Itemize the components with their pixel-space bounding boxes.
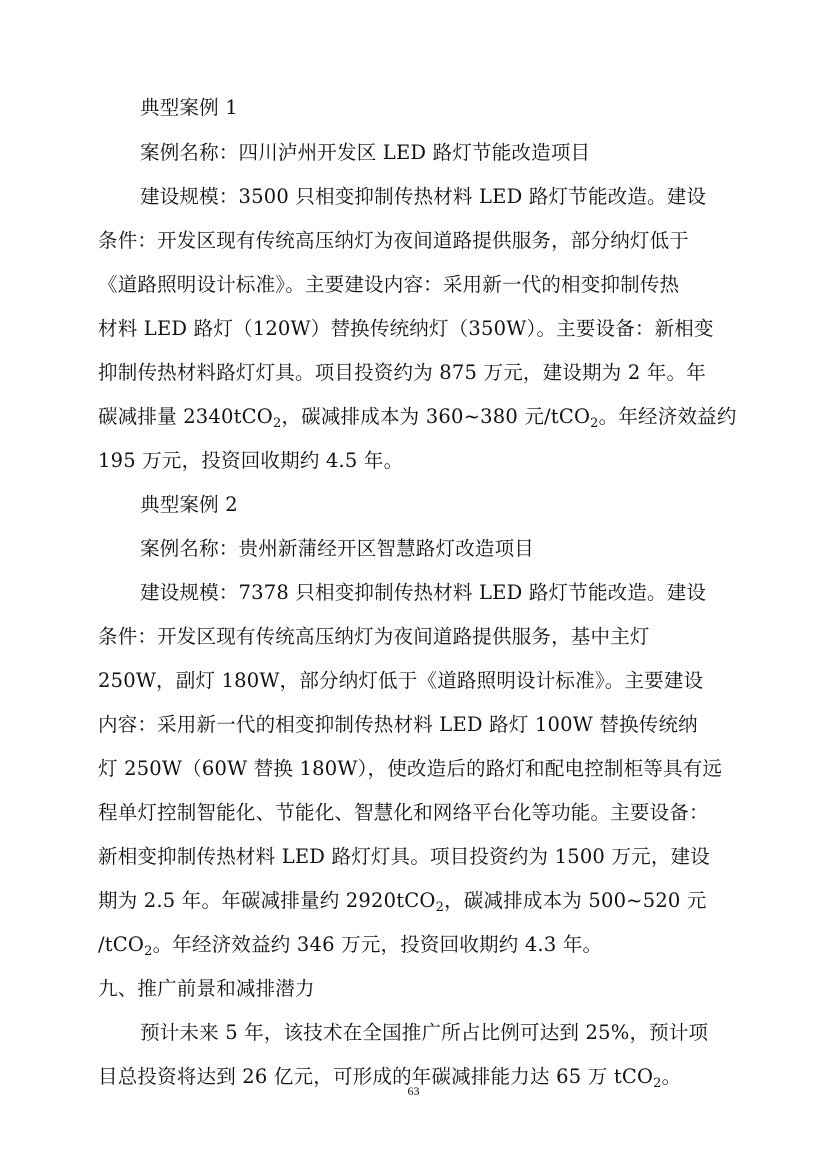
section-heading: 九、推广前景和减排潜力 xyxy=(98,977,315,1000)
case1-paragraph-line: 材料 LED 路灯（120W）替换传统纳灯（350W）。主要设备：新相变 xyxy=(98,317,714,340)
case2-paragraph-line: 灯 250W（60W 替换 180W），使改造后的路灯和配电控制柜等具有远 xyxy=(98,757,723,780)
case2-paragraph-line: 建设规模：7378 只相变抑制传热材料 LED 路灯节能改造。建设 xyxy=(140,581,707,604)
case2-name: 案例名称：贵州新蒲经开区智慧路灯改造项目 xyxy=(140,537,535,560)
case1-heading: 典型案例 1 xyxy=(140,96,238,119)
case2-paragraph-line: 250W，副灯 180W，部分纳灯低于《道路照明设计标准》。主要建设 xyxy=(98,669,704,692)
case1-paragraph-line: 195 万元，投资回收期约 4.5 年。 xyxy=(98,449,404,472)
case1-paragraph-line: 建设规模：3500 只相变抑制传热材料 LED 路灯节能改造。建设 xyxy=(140,185,707,208)
case2-paragraph-line: 期为 2.5 年。年碳减排量约 2920tCO$_2$，碳减排成本为 500~520 元 xyxy=(98,889,707,915)
case2-paragraph-line: 程单灯控制智能化、节能化、智慧化和网络平台化等功能。主要设备： xyxy=(98,801,709,824)
section9-paragraph-line: 预计未来 5 年，该技术在全国推广所占比例可达到 25%，预计项 xyxy=(140,1021,709,1044)
case2-heading: 典型案例 2 xyxy=(140,493,238,516)
case2-paragraph-line: 条件：开发区现有传统高压纳灯为夜间道路提供服务，基中主灯 xyxy=(98,625,650,648)
case1-paragraph-line: 抑制传热材料路灯灯具。项目投资约为 875 万元，建设期为 2 年。年 xyxy=(98,361,706,384)
case1-paragraph-line: 《道路照明设计标准》。主要建设内容：采用新一代的相变抑制传热 xyxy=(98,273,680,296)
case1-paragraph-line: 碳减排量 2340tCO$_2$，碳减排成本为 360~380 元/tCO$_2$。年经济效益约 xyxy=(98,405,737,431)
section9-paragraph-line: 目总投资将达到 26 亿元，可形成的年碳减排能力达 65 万 tCO$_2$。 xyxy=(98,1065,682,1091)
case2-paragraph-line: /tCO$_2$。年经济效益约 346 万元，投资回收期约 4.3 年。 xyxy=(98,933,603,959)
case2-paragraph-line: 内容：采用新一代的相变抑制传热材料 LED 路灯 100W 替换传统纳 xyxy=(98,713,698,736)
page-number: 63 xyxy=(407,1084,420,1098)
case2-paragraph-line: 新相变抑制传热材料 LED 路灯灯具。项目投资约为 1500 万元，建设 xyxy=(98,845,710,868)
case1-paragraph-line: 条件：开发区现有传统高压纳灯为夜间道路提供服务，部分纳灯低于 xyxy=(98,229,690,252)
case1-name: 案例名称：四川泸州开发区 LED 路灯节能改造项目 xyxy=(140,141,591,164)
